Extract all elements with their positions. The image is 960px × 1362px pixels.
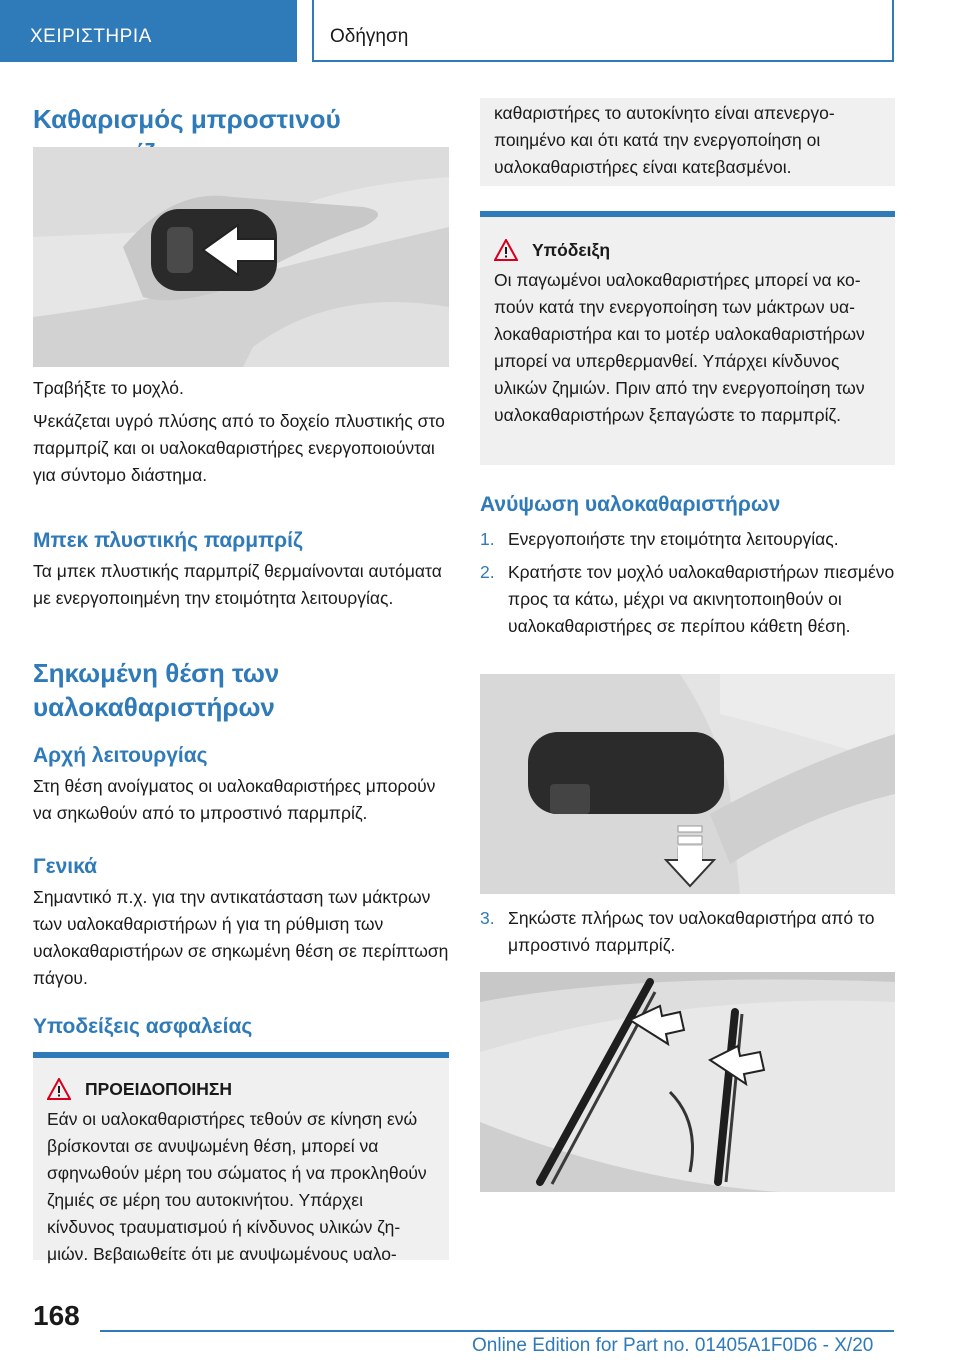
caution-triangle-icon <box>494 239 518 261</box>
warning-continuation-box <box>480 98 895 186</box>
warning-box <box>33 1052 449 1264</box>
chapter-title: Οδήγηση <box>312 0 894 62</box>
wiper-lever-push-down-photo <box>480 674 895 894</box>
step-number: 3. <box>480 908 495 928</box>
instruction-pull-lever: Τραβήξτε το μοχλό. <box>33 378 184 398</box>
footer-divider <box>100 1330 894 1332</box>
step-text: Κρατήστε τον μοχλό υαλοκαθαριστήρων πιεσμένο προς τα κάτω, μέχρι να ακινητοποιηθούν οι υαλοκαθαριστήρες σε περίπου κάθετη θέση. <box>508 562 895 636</box>
warning-triangle-icon <box>47 1078 71 1100</box>
step-2 <box>480 559 895 640</box>
step-text: Σηκώστε πλήρως τον υαλοκαθαριστήρα από το μπροστινό παρμπρίζ. <box>508 908 875 955</box>
note-header <box>494 239 881 261</box>
note-box <box>480 211 895 465</box>
edition-text: Online Edition for Part no. 01405A1F0D6 - X/20 <box>472 1335 874 1356</box>
note-title: Υπόδειξη <box>532 239 611 260</box>
heading-general: Γενικά <box>33 855 98 878</box>
warning-title: ΠΡΟΕΙΔΟΠΟΙΗΣΗ <box>85 1078 233 1099</box>
warning-continuation-text: καθαριστήρες το αυτοκίνητο είναι απενεργοποιημένο και ότι κατά την ενεργοποίηση οι υαλοκαθαριστήρες είναι κατεβασμένοι. <box>494 103 835 177</box>
step-number: 1. <box>480 529 495 549</box>
paragraph-spray: Ψεκάζεται υγρό πλύσης από το δοχείο πλυστικής στο παρμπρίζ και οι υαλοκαθαριστήρες ενεργοποιούνται για σύντομο διάστημα. <box>33 411 445 485</box>
step-text: Ενεργοποιήστε την ετοιμότητα λειτουργίας. <box>508 529 839 549</box>
section-tab: ΧΕΙΡΙΣΤΗΡΙΑ <box>0 0 297 62</box>
step-number: 2. <box>480 562 495 582</box>
heading-safety: Υποδείξεις ασφαλείας <box>33 1015 253 1038</box>
steps-part-2 <box>480 905 895 959</box>
heading-raised-position: Σηκωμένη θέση των υαλοκαθαριστήρων <box>33 658 280 722</box>
warning-text: Εάν οι υαλοκαθαριστήρες τεθούν σε κίνηση ενώ βρίσκονται σε ανυψωμένη θέση, μπορεί να σφηνωθούν μέρη του σώματος ή να προκληθούν ζημιές σε μέρη του αυτοκινήτου. Υπάρχει κίνδυνος τραυματισμού ή κίνδυνος υλικών ζημιών. Βεβαιωθείτε ότι με ανυψωμένους υαλο- <box>47 1109 427 1264</box>
wipers-raised-photo <box>480 972 895 1192</box>
step-3 <box>480 905 895 959</box>
heading-raise-wipers: Ανύψωση υαλοκαθαριστήρων <box>480 493 781 516</box>
warning-header <box>47 1078 435 1100</box>
note-bar <box>480 211 895 217</box>
paragraph-general: Σημαντικό π.χ. για την αντικατάσταση των μάκτρων των υαλοκαθαριστήρων ή για τη ρύθμιση των υαλοκαθαριστήρων σε σηκωμένη θέση σε περίπτωση πάγου. <box>33 887 449 988</box>
page-number: 168 <box>33 1300 80 1331</box>
warning-bar <box>33 1052 449 1058</box>
heading-washer-nozzles: Μπεκ πλυστικής παρμπρίζ <box>33 529 303 552</box>
wiper-lever-pull-photo <box>33 147 449 367</box>
heading-principle: Αρχή λειτουργίας <box>33 744 208 767</box>
paragraph-principle: Στη θέση ανοίγματος οι υαλοκαθαριστήρες μπορούν να σηκωθούν από το μπροστινό παρμπρίζ. <box>33 776 436 823</box>
steps-part-1 <box>480 526 895 640</box>
step-1 <box>480 526 895 553</box>
paragraph-nozzles: Τα μπεκ πλυστικής παρμπρίζ θερμαίνονται αυτόματα με ενεργοποιημένη την ετοιμότητα λειτουργίας. <box>33 561 442 608</box>
note-text: Οι παγωμένοι υαλοκαθαριστήρες μπορεί να κοπούν κατά την ενεργοποίηση των μάκτρων υαλοκαθαριστήρα και το μοτέρ υαλοκαθαριστήρων μπορεί να υπερθερμανθεί. Υπάρχει κίνδυνος υλικών ζημιών. Πριν από την ενεργοποίηση των υαλοκαθαριστήρων ξεπαγώστε το παρμπρίζ. <box>494 270 865 425</box>
heading-windshield-cleaning: Καθαρισμός μπροστινού <box>33 104 341 134</box>
